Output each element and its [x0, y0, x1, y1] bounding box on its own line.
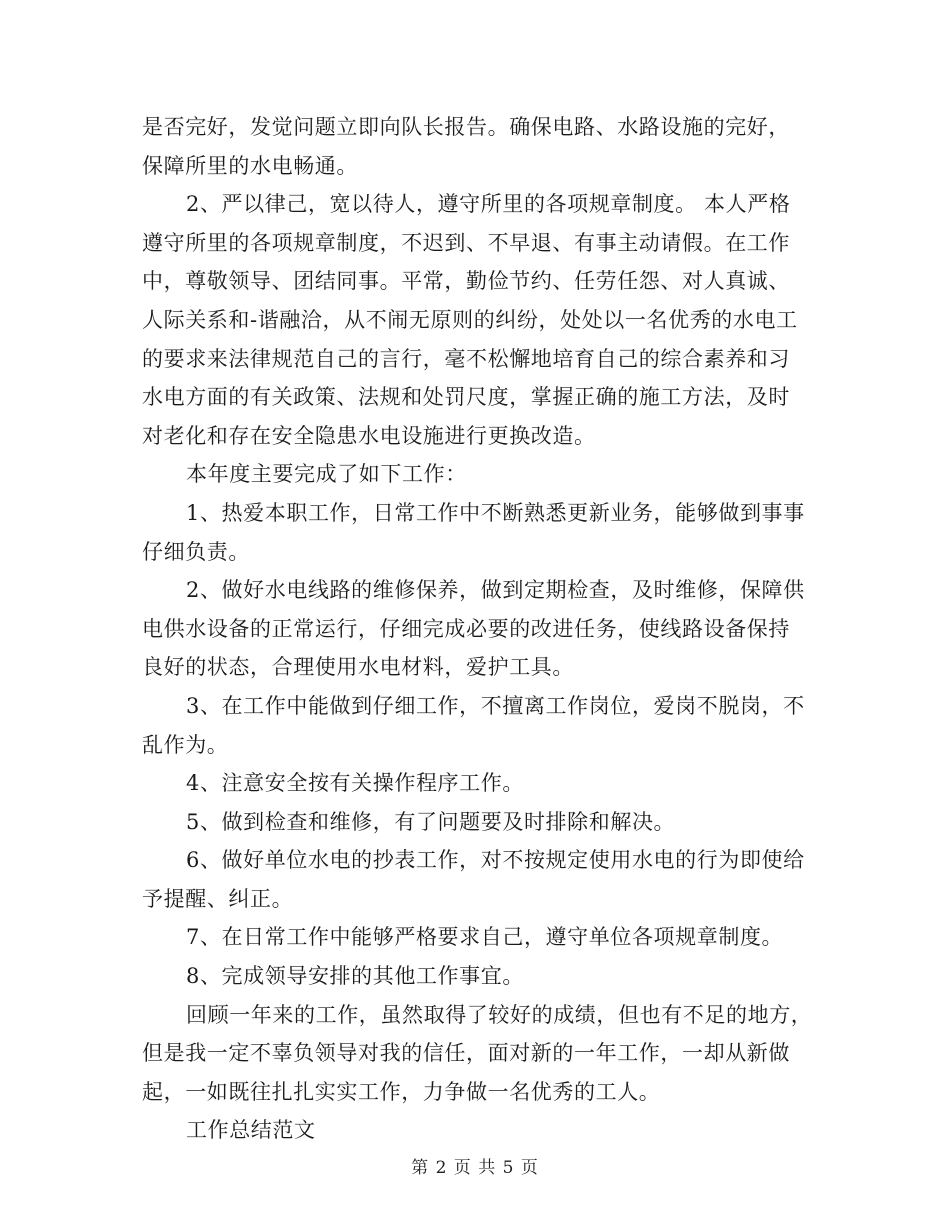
text-line: 对老化和存在安全隐患水电设施进行更换改造。	[142, 423, 596, 448]
text-line: 乱作为。	[142, 732, 229, 757]
text-line: 6、做好单位水电的抄表工作，对不按规定使用水电的行为即使给	[186, 848, 805, 873]
text-line: 电供水设备的正常运行，仔细完成必要的改进任务，使线路设备保持	[142, 616, 790, 641]
text-line: 5、做到检查和维修，有了问题要及时排除和解决。	[186, 809, 676, 834]
text-line: 是否完好，发觉问题立即向队长报告。确保电路、水路设施的完好，	[142, 115, 790, 139]
text-line: 人际关系和-谐融洽，从不闹无原则的纠纷，处处以一名优秀的水电工	[142, 307, 798, 332]
text-line: 中，尊敬领导、团结同事。平常，勤俭节约、任劳任怨、对人真诚、	[142, 269, 790, 294]
text-line: 2、严以律己，宽以待人，遵守所里的各项规章制度。 本人严格	[186, 192, 791, 217]
text-line: 3、在工作中能做到仔细工作，不擅离工作岗位，爱岗不脱岗，不	[186, 693, 805, 718]
text-line: 8、完成领导安排的其他工作事宜。	[186, 964, 524, 989]
section-heading: 本年度主要完成了如下工作：	[186, 462, 467, 487]
text-line: 的要求来法律规范自己的言行，毫不松懈地培育自己的综合素养和习	[142, 346, 790, 371]
text-line: 4、注意安全按有关操作程序工作。	[186, 771, 524, 796]
text-line: 良好的状态，合理使用水电材料，爱护工具。	[142, 655, 574, 680]
text-line: 予提醒、纠正。	[142, 886, 294, 911]
section-title: 工作总结范文	[186, 1118, 316, 1143]
text-line: 2、做好水电线路的维修保养，做到定期检查，及时维修，保障供	[186, 578, 805, 603]
text-line: 1、热爱本职工作，日常工作中不断熟悉更新业务，能够做到事事	[186, 500, 805, 525]
text-line: 保障所里的水电畅通。	[142, 153, 358, 178]
text-line: 但是我一定不辜负领导对我的信任，面对新的一年工作，一却从新做	[142, 1041, 790, 1066]
text-line: 遵守所里的各项规章制度，不迟到、不早退、有事主动请假。在工作	[142, 230, 790, 255]
text-line: 仔细负责。	[142, 539, 250, 564]
page-number-footer: 第 2 页 共 5 页	[411, 1158, 539, 1178]
text-line: 水电方面的有关政策、法规和处罚尺度，掌握正确的施工方法，及时	[142, 385, 790, 410]
document-body	[142, 108, 812, 1150]
text-line: 起，一如既往扎扎实实工作，力争做一名优秀的工人。	[142, 1079, 661, 1104]
text-line: 回顾一年来的工作，虽然取得了较好的成绩，但也有不足的地方，	[186, 1002, 813, 1027]
text-line: 7、在日常工作中能够严格要求自己，遵守单位各项规章制度。	[186, 925, 784, 950]
